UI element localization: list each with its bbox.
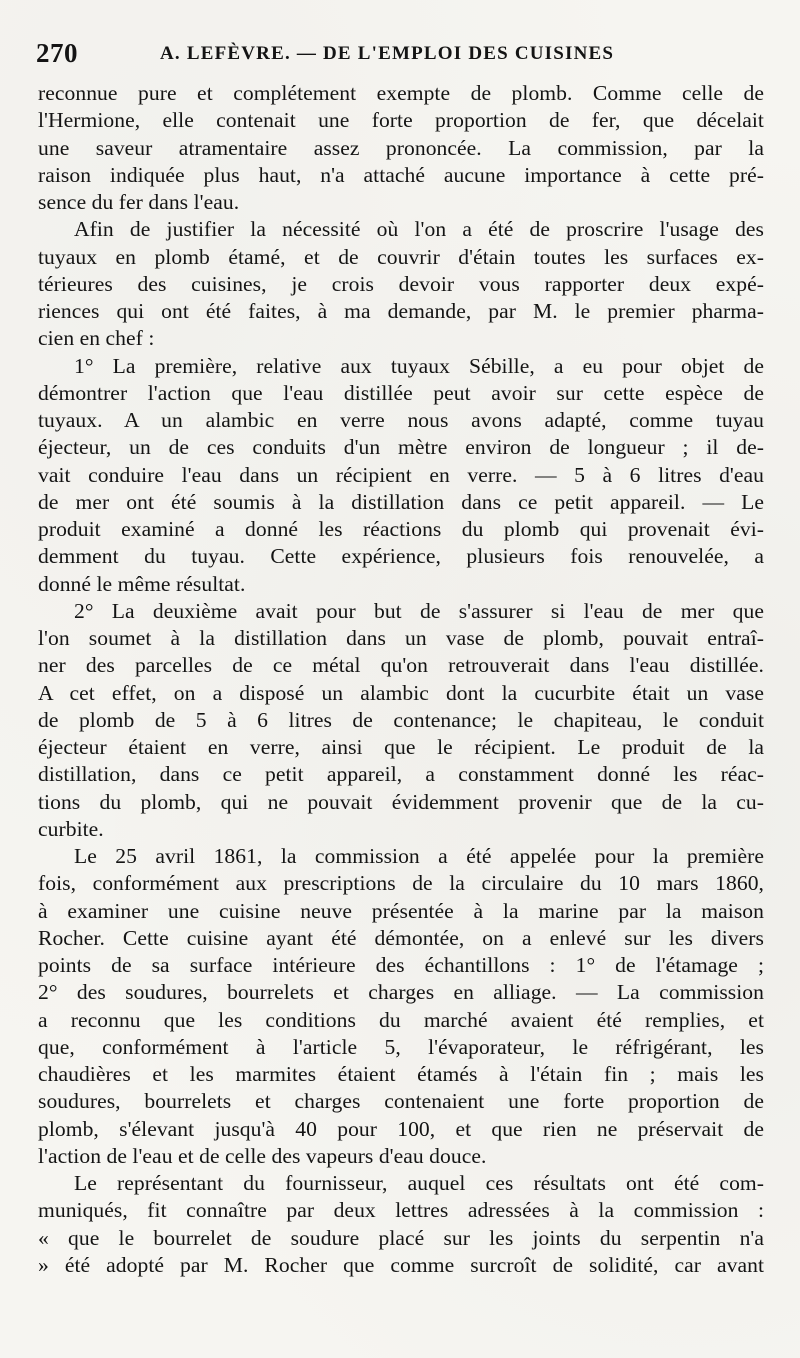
text-line: sence du fer dans l'eau. (38, 190, 240, 214)
text-line: Le représentant du fournisseur, auquel ces résultats ont été com- (74, 1171, 764, 1195)
text-line: soudures, bourrelets et charges contenaient une forte proportion de (38, 1089, 764, 1114)
paragraph-5 (38, 843, 764, 1170)
text-line: « que le bourrelet de soudure placé sur les joints du serpentin n'a (38, 1225, 764, 1250)
text-line: de plomb de 5 à 6 litres de contenance; le chapiteau, le conduit (38, 707, 764, 732)
text-line: Afin de justifier la nécessité où l'on a été de proscrire l'usage des (74, 217, 764, 242)
text-line: ner des parcelles de ce métal qu'on retrouverait dans l'eau distillée. (38, 653, 764, 678)
text-line: l'action de l'eau et de celle des vapeurs d'eau douce. (38, 1143, 487, 1168)
text-line: térieures des cuisines, je crois devoir vous rapporter deux expé- (38, 271, 764, 296)
text-line: donné le même résultat. (38, 571, 246, 596)
text-line: Rocher. Cette cuisine ayant été démontée, on a enlevé sur les divers (38, 925, 764, 950)
text-line: muniqués, fit connaître par deux lettres adressées à la commission : (38, 1198, 764, 1223)
running-head: A. LEFÈVRE. — DE L'EMPLOI DES CUISINES (160, 43, 615, 64)
text-line: fois, conformément aux prescriptions de la circulaire du 10 mars 1860, (38, 871, 764, 896)
text-line: de mer ont été soumis à la distillation dans ce petit appareil. — Le (38, 489, 764, 514)
text-line: distillation, dans ce petit appareil, a constamment donné les réac- (38, 762, 764, 787)
page-number: 270 (36, 38, 78, 68)
text-line: éjecteur étaient en verre, ainsi que le récipient. Le produit de la (38, 735, 764, 759)
text-line: Le 25 avril 1861, la commission a été appelée pour la première (74, 844, 764, 868)
paragraph-1 (38, 80, 764, 216)
text-line: cien en chef : (38, 326, 155, 351)
text-line: reconnue pure et complétement exempte de plomb. Comme celle de (38, 81, 764, 105)
text-line: tions du plomb, qui ne pouvait évidemment provenir que de la cu- (38, 789, 764, 814)
paragraph-2 (38, 216, 764, 352)
paragraph-4 (38, 598, 764, 843)
text-line: points de sa surface intérieure des échantillons : 1° de l'étamage ; (38, 953, 764, 977)
text-line: éjecteur, un de ces conduits d'un mètre environ de longueur ; il de- (38, 435, 764, 460)
paragraph-3 (38, 353, 764, 598)
text-line: a reconnu que les conditions du marché avaient été remplies, et (38, 1007, 764, 1032)
text-line: raison indiquée plus haut, n'a attaché aucune importance à cette pré- (38, 162, 764, 187)
text-line: l'Hermione, elle contenait une forte proportion de fer, que décelait (38, 108, 764, 133)
text-line: à examiner une cuisine neuve présentée à la marine par la maison (38, 898, 764, 923)
text-line: tuyaux en plomb étamé, et de couvrir d'étain toutes les surfaces ex- (38, 244, 764, 269)
text-line: 2° des soudures, bourrelets et charges en alliage. — La commission (38, 980, 764, 1005)
page-header (36, 38, 764, 72)
text-line: vait conduire l'eau dans un récipient en verre. — 5 à 6 litres d'eau (38, 462, 764, 487)
text-line: tuyaux. A un alambic en verre nous avons adapté, comme tuyau (38, 408, 764, 432)
text-line: démontrer l'action que l'eau distillée peut avoir sur cette espèce de (38, 380, 764, 405)
text-line: 1° La première, relative aux tuyaux Sébille, a eu pour objet de (74, 353, 764, 378)
text-line: chaudières et les marmites étaient étamés à l'étain fin ; mais les (38, 1062, 764, 1086)
text-line: l'on soumet à la distillation dans un vase de plomb, pouvait entraî- (38, 626, 764, 650)
text-line: une saveur atramentaire assez prononcée. La commission, par la (38, 135, 764, 160)
body-text (38, 80, 764, 1279)
text-line: 2° La deuxième avait pour but de s'assurer si l'eau de mer que (74, 598, 764, 623)
text-line: A cet effet, on a disposé un alambic dont la cucurbite était un vase (38, 680, 764, 705)
text-line: curbite. (38, 816, 104, 841)
text-line: que, conformément à l'article 5, l'évaporateur, le réfrigérant, les (38, 1034, 764, 1059)
text-line: plomb, s'élevant jusqu'à 40 pour 100, et que rien ne préservait de (38, 1116, 764, 1141)
text-line: riences qui ont été faites, à ma demande, par M. le premier pharma- (38, 299, 764, 323)
text-line: produit examiné a donné les réactions du plomb qui provenait évi- (38, 517, 764, 541)
paragraph-6 (38, 1170, 764, 1279)
text-line: demment du tuyau. Cette expérience, plusieurs fois renouvelée, a (38, 544, 764, 569)
text-line: » été adopté par M. Rocher que comme surcroît de solidité, car avant (38, 1252, 764, 1277)
